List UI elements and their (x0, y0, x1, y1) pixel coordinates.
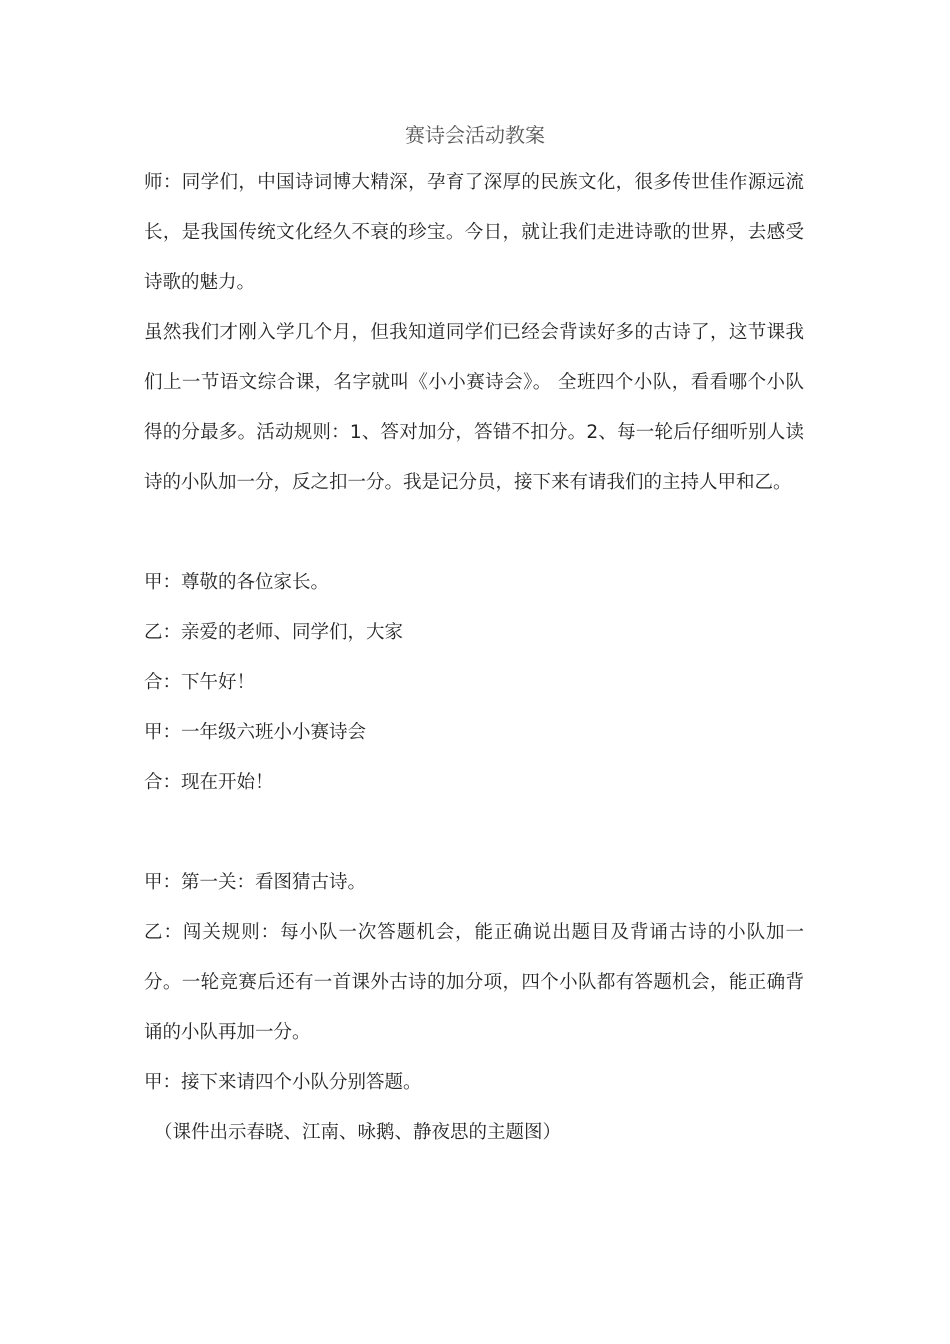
dialogue-line: 合：现在开始！ (144, 772, 274, 793)
dialogue-line: 甲：一年级六班小小赛诗会 (144, 722, 367, 743)
dialogue-line: 甲：第一关：看图猜古诗。 (144, 872, 367, 893)
activity-rules-paragraph: 虽然我们才刚入学几个月，但我知道同学们已经会背读好多的古诗了，这节课我们上一节语文综合课，名字就叫《小小赛诗会》。 全班四个小队，看看哪个小队得的分最多。活动规则：1、答对加分，答错不扣分。2、每一轮后仔细听别人读诗的小队加一分，反之扣一分。我是记分员，接下来有请我们的主持人甲和乙。 (144, 322, 804, 493)
dialogue-line: 乙：亲爱的老师、同学们，大家 (144, 622, 404, 643)
section-spacer (144, 508, 804, 558)
document-body (144, 158, 804, 1158)
section-spacer (144, 808, 804, 858)
document-title: 赛诗会活动教案 (405, 123, 545, 147)
dialogue-line: 甲：尊敬的各位家长。 (144, 572, 330, 593)
teacher-intro-paragraph: 师：同学们，中国诗词博大精深，孕育了深厚的民族文化，很多传世佳作源远流长，是我国传统文化经久不衰的珍宝。今日，就让我们走进诗歌的世界，去感受诗歌的魅力。 (144, 172, 804, 293)
dialogue-line: 合：下午好！ (144, 672, 256, 693)
stage-direction: （课件出示春晓、江南、咏鹅、静夜思的主题图） (154, 1122, 562, 1143)
rules-paragraph: 乙：闯关规则：每小队一次答题机会，能正确说出题目及背诵古诗的小队加一分。一轮竞赛后还有一首课外古诗的加分项，四个小队都有答题机会，能正确背诵的小队再加一分。 (144, 922, 804, 1043)
dialogue-line: 甲：接下来请四个小队分别答题。 (144, 1072, 422, 1093)
